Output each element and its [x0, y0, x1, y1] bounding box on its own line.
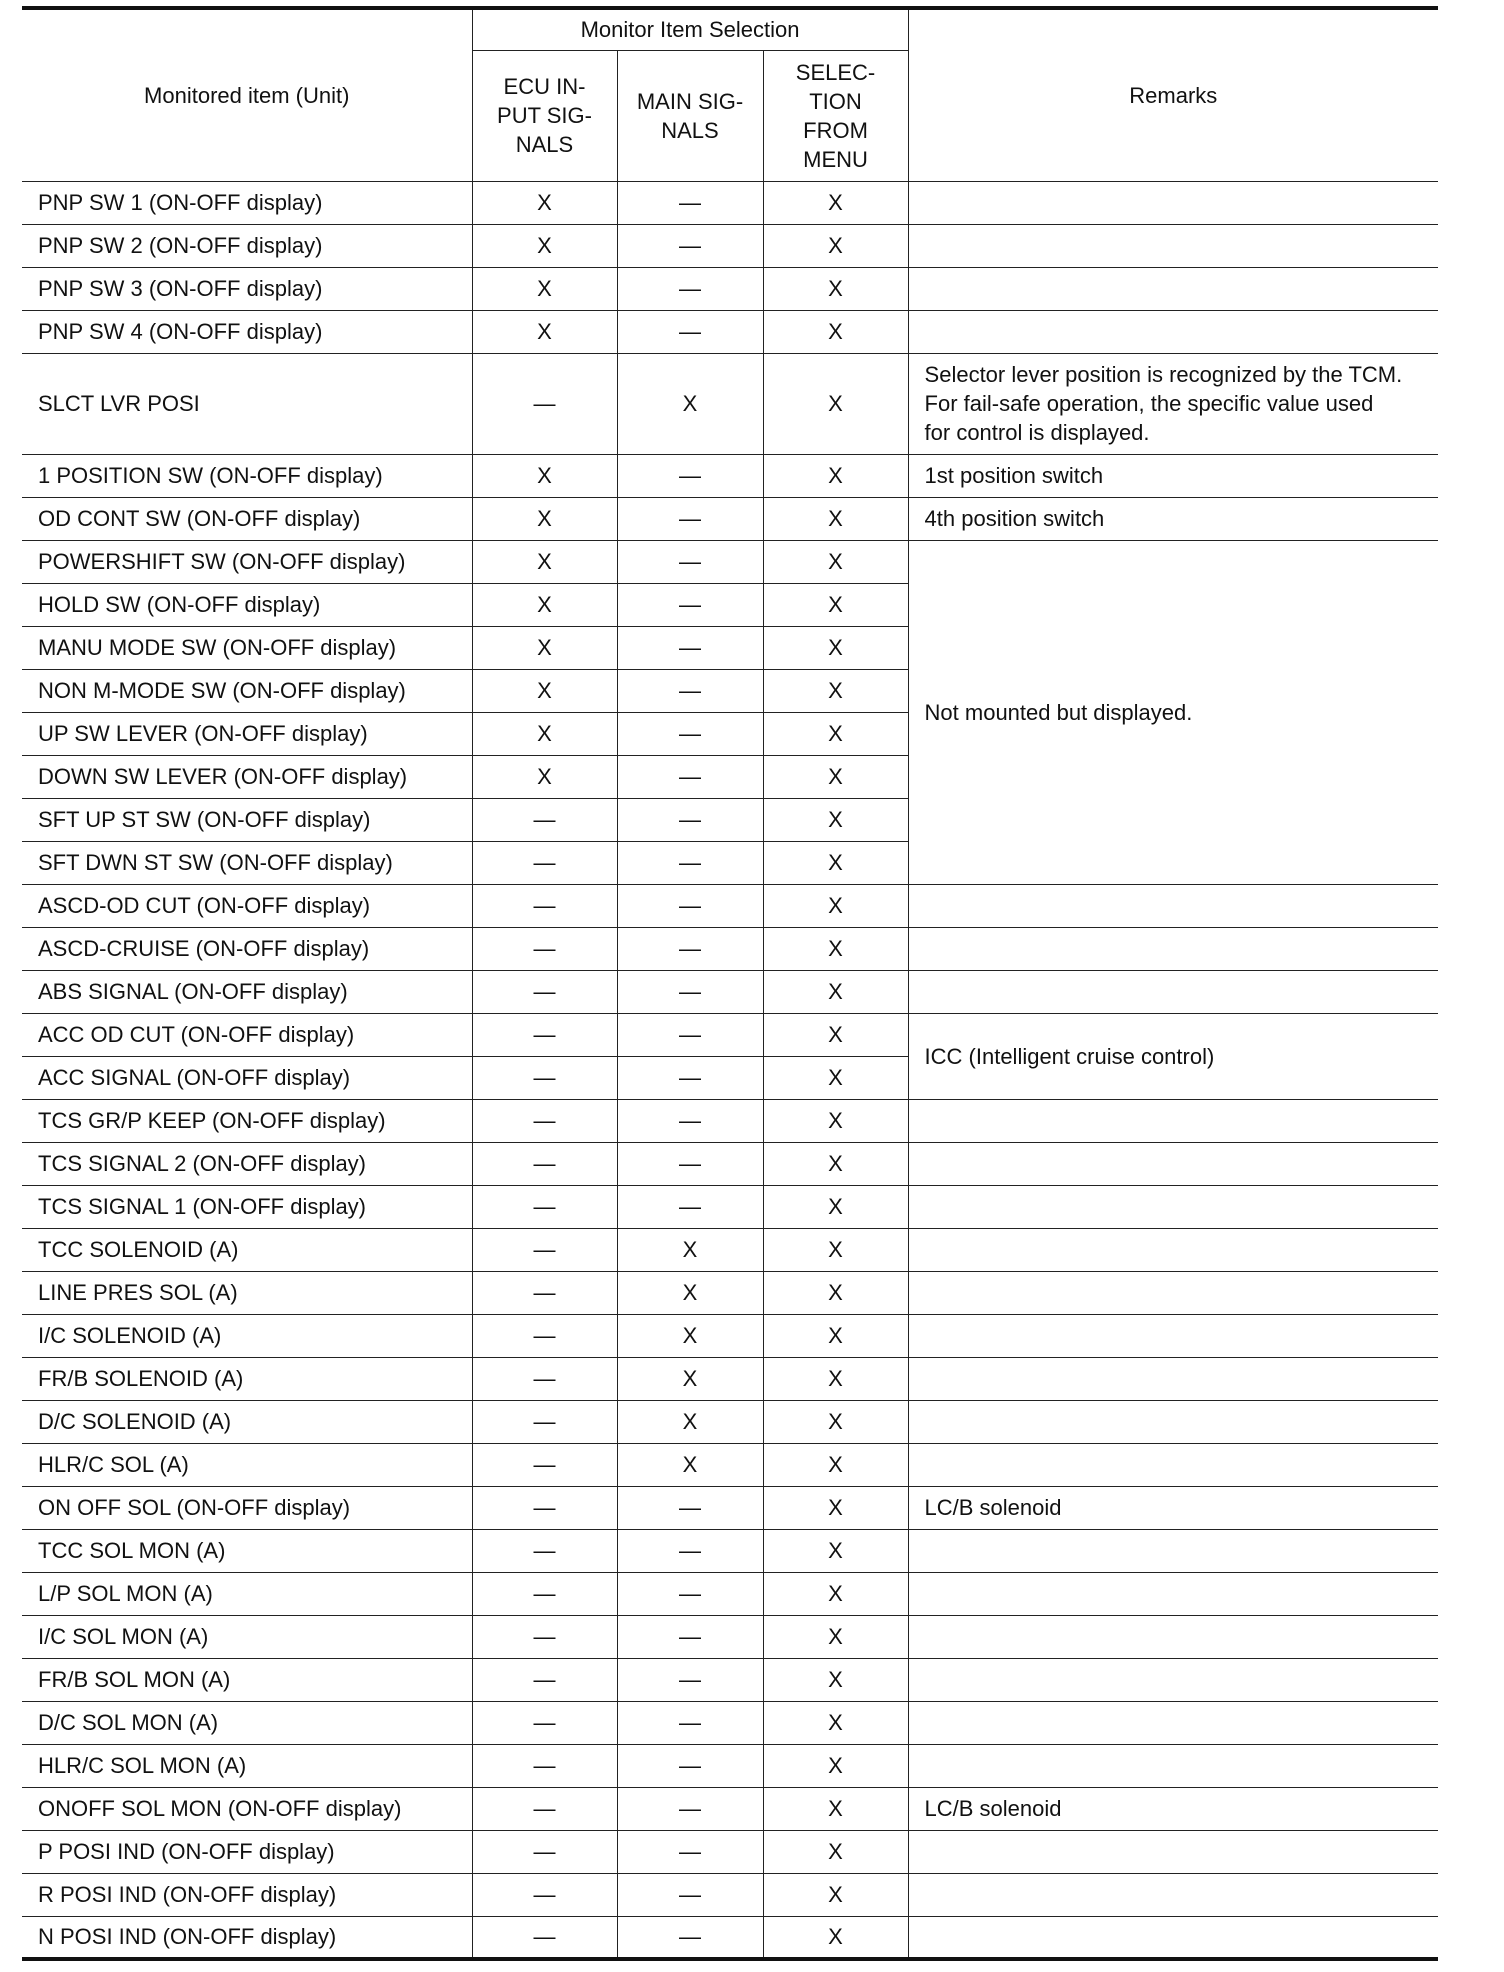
table-row: [22, 540, 1438, 583]
remarks-text-line: Selector lever position is recognized by the TCM.: [924, 362, 1403, 387]
table-row: [22, 1486, 1438, 1529]
table-row: [22, 1271, 1438, 1314]
ecu-input-signals-cell: —: [472, 970, 617, 1013]
monitored-item-cell: UP SW LEVER (ON-OFF display): [22, 712, 472, 755]
monitored-item-cell: TCS SIGNAL 2 (ON-OFF display): [22, 1142, 472, 1185]
monitored-item-cell: D/C SOLENOID (A): [22, 1400, 472, 1443]
table-row: [22, 970, 1438, 1013]
main-signals-cell: X: [617, 1400, 763, 1443]
monitored-item-cell: ACC OD CUT (ON-OFF display): [22, 1013, 472, 1056]
remarks-text-line: 1st position switch: [924, 463, 1104, 488]
monitored-item-cell: 1 POSITION SW (ON-OFF display): [22, 454, 472, 497]
monitored-item-cell: ON OFF SOL (ON-OFF display): [22, 1486, 472, 1529]
monitored-item-cell: PNP SW 1 (ON-OFF display): [22, 181, 472, 224]
remarks-cell: [908, 1744, 1438, 1787]
ecu-input-signals-cell: X: [472, 181, 617, 224]
header-monitored-item: Monitored item (Unit): [22, 8, 472, 181]
ecu-input-signals-cell: —: [472, 1744, 617, 1787]
remarks-cell: [908, 1142, 1438, 1185]
table-row: [22, 1400, 1438, 1443]
ecu-input-signals-cell: —: [472, 1099, 617, 1142]
remarks-cell: [908, 1486, 1438, 1529]
main-signals-cell: —: [617, 1486, 763, 1529]
remarks-text-line: LC/B solenoid: [924, 1495, 1062, 1520]
selection-from-menu-cell: X: [763, 1572, 908, 1615]
monitored-item-cell: SLCT LVR POSI: [22, 353, 472, 454]
monitored-item-cell: HLR/C SOL (A): [22, 1443, 472, 1486]
main-signals-cell: —: [617, 1572, 763, 1615]
main-signals-cell: —: [617, 267, 763, 310]
table-row: [22, 1142, 1438, 1185]
remarks-cell: [908, 454, 1438, 497]
main-signals-cell: X: [617, 1357, 763, 1400]
remarks-cell: [908, 267, 1438, 310]
table-row: [22, 927, 1438, 970]
table-row: [22, 1185, 1438, 1228]
table-row: [22, 1916, 1438, 1959]
remarks-cell: [908, 1185, 1438, 1228]
ecu-input-signals-cell: —: [472, 1357, 617, 1400]
table-row: [22, 454, 1438, 497]
main-signals-cell: X: [617, 1443, 763, 1486]
selection-from-menu-cell: X: [763, 1873, 908, 1916]
table-row: [22, 1013, 1438, 1056]
selection-from-menu-cell: X: [763, 1658, 908, 1701]
main-signals-cell: —: [617, 1658, 763, 1701]
main-signals-cell: —: [617, 1185, 763, 1228]
header-row-1: [22, 8, 1438, 50]
selection-from-menu-cell: X: [763, 1185, 908, 1228]
ecu-input-signals-cell: —: [472, 927, 617, 970]
main-signals-cell: —: [617, 1873, 763, 1916]
main-signals-cell: —: [617, 181, 763, 224]
ecu-input-signals-cell: X: [472, 540, 617, 583]
monitored-item-cell: HLR/C SOL MON (A): [22, 1744, 472, 1787]
monitored-item-cell: NON M-MODE SW (ON-OFF display): [22, 669, 472, 712]
monitored-item-cell: TCC SOLENOID (A): [22, 1228, 472, 1271]
monitored-item-cell: ONOFF SOL MON (ON-OFF display): [22, 1787, 472, 1830]
monitored-item-cell: HOLD SW (ON-OFF display): [22, 583, 472, 626]
main-signals-cell: —: [617, 1830, 763, 1873]
main-signals-cell: —: [617, 1701, 763, 1744]
main-signals-cell: —: [617, 884, 763, 927]
remarks-cell: [908, 181, 1438, 224]
remarks-cell: [908, 1314, 1438, 1357]
table-row: [22, 1873, 1438, 1916]
selection-from-menu-cell: X: [763, 1486, 908, 1529]
selection-from-menu-cell: X: [763, 755, 908, 798]
header-ecu-input-signals: [472, 50, 617, 181]
selection-from-menu-cell: X: [763, 353, 908, 454]
ecu-input-signals-cell: X: [472, 583, 617, 626]
monitored-item-cell: DOWN SW LEVER (ON-OFF display): [22, 755, 472, 798]
selection-from-menu-cell: X: [763, 540, 908, 583]
selection-from-menu-cell: X: [763, 224, 908, 267]
main-signals-cell: —: [617, 1013, 763, 1056]
ecu-input-signals-cell: —: [472, 1013, 617, 1056]
monitored-item-cell: R POSI IND (ON-OFF display): [22, 1873, 472, 1916]
remarks-cell: [908, 1701, 1438, 1744]
ecu-input-signals-cell: —: [472, 1271, 617, 1314]
selection-from-menu-cell: X: [763, 798, 908, 841]
table-row: [22, 181, 1438, 224]
main-signals-cell: X: [617, 1228, 763, 1271]
remarks-cell: [908, 1228, 1438, 1271]
table-row: [22, 1228, 1438, 1271]
main-signals-cell: —: [617, 1056, 763, 1099]
selection-from-menu-cell: X: [763, 1787, 908, 1830]
main-signals-cell: —: [617, 669, 763, 712]
selection-from-menu-cell: X: [763, 497, 908, 540]
monitored-item-cell: TCC SOL MON (A): [22, 1529, 472, 1572]
selection-from-menu-cell: X: [763, 927, 908, 970]
header-text-line: MAIN SIG-: [636, 88, 744, 114]
ecu-input-signals-cell: —: [472, 1701, 617, 1744]
remarks-cell: [908, 1830, 1438, 1873]
monitored-item-cell: L/P SOL MON (A): [22, 1572, 472, 1615]
header-text-line: NALS: [515, 132, 574, 157]
monitored-item-cell: N POSI IND (ON-OFF display): [22, 1916, 472, 1959]
monitored-item-cell: FR/B SOLENOID (A): [22, 1357, 472, 1400]
ecu-input-signals-cell: —: [472, 1400, 617, 1443]
monitored-item-cell: POWERSHIFT SW (ON-OFF display): [22, 540, 472, 583]
table-row: [22, 1314, 1438, 1357]
ecu-input-signals-cell: —: [472, 1142, 617, 1185]
remarks-cell: [908, 884, 1438, 927]
ecu-input-signals-cell: —: [472, 1314, 617, 1357]
ecu-input-signals-cell: X: [472, 267, 617, 310]
remarks-text-line: LC/B solenoid: [924, 1796, 1062, 1821]
table-row: [22, 1443, 1438, 1486]
remarks-cell: [908, 1443, 1438, 1486]
header-text-line: PUT SIG-: [497, 103, 592, 128]
header-main-signals: [617, 50, 763, 181]
monitored-item-cell: OD CONT SW (ON-OFF display): [22, 497, 472, 540]
ecu-input-signals-cell: —: [472, 1873, 617, 1916]
table-body: [22, 181, 1438, 1959]
monitored-item-cell: I/C SOLENOID (A): [22, 1314, 472, 1357]
remarks-cell: [908, 1099, 1438, 1142]
remarks-cell: [908, 1357, 1438, 1400]
main-signals-cell: —: [617, 1744, 763, 1787]
selection-from-menu-cell: X: [763, 1916, 908, 1959]
monitored-item-cell: PNP SW 3 (ON-OFF display): [22, 267, 472, 310]
table-row: [22, 497, 1438, 540]
ecu-input-signals-cell: —: [472, 1529, 617, 1572]
header-remarks: Remarks: [908, 8, 1438, 181]
ecu-input-signals-cell: X: [472, 224, 617, 267]
main-signals-cell: —: [617, 798, 763, 841]
table-row: [22, 1572, 1438, 1615]
header-monitor-item-selection: Monitor Item Selection: [472, 8, 908, 50]
selection-from-menu-cell: X: [763, 712, 908, 755]
table-row: [22, 1529, 1438, 1572]
main-signals-cell: X: [617, 353, 763, 454]
ecu-input-signals-cell: —: [472, 353, 617, 454]
main-signals-cell: —: [617, 540, 763, 583]
table-row: [22, 1658, 1438, 1701]
selection-from-menu-cell: X: [763, 583, 908, 626]
ecu-input-signals-cell: —: [472, 798, 617, 841]
selection-from-menu-cell: X: [763, 1314, 908, 1357]
ecu-input-signals-cell: —: [472, 1615, 617, 1658]
ecu-input-signals-cell: —: [472, 1572, 617, 1615]
ecu-input-signals-cell: X: [472, 454, 617, 497]
selection-from-menu-cell: X: [763, 1400, 908, 1443]
main-signals-cell: —: [617, 583, 763, 626]
selection-from-menu-cell: X: [763, 1701, 908, 1744]
monitored-item-cell: D/C SOL MON (A): [22, 1701, 472, 1744]
remarks-cell: [908, 1529, 1438, 1572]
ecu-input-signals-cell: —: [472, 1787, 617, 1830]
selection-from-menu-cell: X: [763, 1357, 908, 1400]
remarks-cell: [908, 1013, 1438, 1099]
main-signals-cell: —: [617, 1142, 763, 1185]
monitored-item-cell: PNP SW 2 (ON-OFF display): [22, 224, 472, 267]
main-signals-cell: —: [617, 1916, 763, 1959]
remarks-cell: [908, 353, 1438, 454]
header-text-line: ECU IN-: [503, 74, 586, 99]
table-row: [22, 1357, 1438, 1400]
remarks-cell: [908, 1873, 1438, 1916]
selection-from-menu-cell: X: [763, 1142, 908, 1185]
header-selection-from-menu: [763, 50, 908, 181]
table-row: [22, 1830, 1438, 1873]
remarks-text-line: ICC (Intelligent cruise control): [924, 1043, 1215, 1069]
main-signals-cell: X: [617, 1314, 763, 1357]
ecu-input-signals-cell: X: [472, 669, 617, 712]
monitored-item-cell: SFT DWN ST SW (ON-OFF display): [22, 841, 472, 884]
monitored-item-cell: PNP SW 4 (ON-OFF display): [22, 310, 472, 353]
selection-from-menu-cell: X: [763, 1271, 908, 1314]
remarks-text-line: For fail-safe operation, the specific value used: [924, 391, 1374, 416]
selection-from-menu-cell: X: [763, 310, 908, 353]
header-text-line: SELEC-: [795, 59, 876, 85]
header-text-line: MENU: [803, 146, 868, 172]
header-text-line: TION: [809, 88, 862, 114]
main-signals-cell: —: [617, 755, 763, 798]
main-signals-cell: —: [617, 454, 763, 497]
table-row: [22, 353, 1438, 454]
main-signals-cell: X: [617, 1271, 763, 1314]
table-row: [22, 1787, 1438, 1830]
remarks-text-line: for control is displayed.: [924, 420, 1150, 445]
remarks-cell: [908, 310, 1438, 353]
ecu-input-signals-cell: —: [472, 1658, 617, 1701]
header-text-line: NALS: [661, 117, 719, 143]
selection-from-menu-cell: X: [763, 454, 908, 497]
selection-from-menu-cell: X: [763, 181, 908, 224]
remarks-cell: [908, 1615, 1438, 1658]
selection-from-menu-cell: X: [763, 1099, 908, 1142]
selection-from-menu-cell: X: [763, 1056, 908, 1099]
remarks-cell: [908, 497, 1438, 540]
main-signals-cell: —: [617, 970, 763, 1013]
table-row: [22, 884, 1438, 927]
remarks-text-line: 4th position switch: [924, 506, 1105, 531]
monitor-item-table: [22, 6, 1438, 1961]
selection-from-menu-cell: X: [763, 1529, 908, 1572]
header-text-line: FROM: [803, 117, 868, 143]
selection-from-menu-cell: X: [763, 841, 908, 884]
remarks-cell: [908, 1787, 1438, 1830]
monitored-item-cell: ACC SIGNAL (ON-OFF display): [22, 1056, 472, 1099]
main-signals-cell: —: [617, 712, 763, 755]
ecu-input-signals-cell: —: [472, 1916, 617, 1959]
selection-from-menu-cell: X: [763, 267, 908, 310]
selection-from-menu-cell: X: [763, 1443, 908, 1486]
remarks-cell: [908, 1658, 1438, 1701]
remarks-cell: [908, 224, 1438, 267]
monitored-item-cell: SFT UP ST SW (ON-OFF display): [22, 798, 472, 841]
selection-from-menu-cell: X: [763, 626, 908, 669]
ecu-input-signals-cell: X: [472, 626, 617, 669]
remarks-cell: [908, 1572, 1438, 1615]
monitored-item-cell: ABS SIGNAL (ON-OFF display): [22, 970, 472, 1013]
table-row: [22, 1744, 1438, 1787]
selection-from-menu-cell: X: [763, 884, 908, 927]
table-header: [22, 8, 1438, 181]
remarks-text-line: Not mounted but displayed.: [924, 699, 1193, 725]
monitored-item-cell: LINE PRES SOL (A): [22, 1271, 472, 1314]
selection-from-menu-cell: X: [763, 1013, 908, 1056]
ecu-input-signals-cell: —: [472, 1830, 617, 1873]
monitored-item-cell: FR/B SOL MON (A): [22, 1658, 472, 1701]
selection-from-menu-cell: X: [763, 1615, 908, 1658]
table-row: [22, 267, 1438, 310]
ecu-input-signals-cell: —: [472, 884, 617, 927]
main-signals-cell: —: [617, 1615, 763, 1658]
main-signals-cell: —: [617, 626, 763, 669]
remarks-cell: [908, 1271, 1438, 1314]
remarks-cell: [908, 1400, 1438, 1443]
table-row: [22, 1099, 1438, 1142]
main-signals-cell: —: [617, 310, 763, 353]
table-row: [22, 1701, 1438, 1744]
selection-from-menu-cell: X: [763, 1228, 908, 1271]
monitored-item-cell: TCS SIGNAL 1 (ON-OFF display): [22, 1185, 472, 1228]
main-signals-cell: —: [617, 1787, 763, 1830]
ecu-input-signals-cell: X: [472, 497, 617, 540]
ecu-input-signals-cell: X: [472, 712, 617, 755]
table-row: [22, 224, 1438, 267]
ecu-input-signals-cell: —: [472, 1228, 617, 1271]
selection-from-menu-cell: X: [763, 970, 908, 1013]
ecu-input-signals-cell: —: [472, 1056, 617, 1099]
main-signals-cell: —: [617, 927, 763, 970]
table-row: [22, 1615, 1438, 1658]
remarks-cell: [908, 927, 1438, 970]
table-row: [22, 310, 1438, 353]
ecu-input-signals-cell: —: [472, 1486, 617, 1529]
ecu-input-signals-cell: —: [472, 1443, 617, 1486]
ecu-input-signals-cell: —: [472, 841, 617, 884]
main-signals-cell: —: [617, 1099, 763, 1142]
ecu-input-signals-cell: X: [472, 755, 617, 798]
main-signals-cell: —: [617, 497, 763, 540]
monitored-item-cell: I/C SOL MON (A): [22, 1615, 472, 1658]
monitored-item-cell: ASCD-CRUISE (ON-OFF display): [22, 927, 472, 970]
monitored-item-cell: P POSI IND (ON-OFF display): [22, 1830, 472, 1873]
main-signals-cell: —: [617, 1529, 763, 1572]
monitored-item-cell: TCS GR/P KEEP (ON-OFF display): [22, 1099, 472, 1142]
remarks-cell: [908, 540, 1438, 884]
remarks-cell: [908, 1916, 1438, 1959]
main-signals-cell: —: [617, 841, 763, 884]
selection-from-menu-cell: X: [763, 669, 908, 712]
selection-from-menu-cell: X: [763, 1744, 908, 1787]
ecu-input-signals-cell: —: [472, 1185, 617, 1228]
ecu-input-signals-cell: X: [472, 310, 617, 353]
selection-from-menu-cell: X: [763, 1830, 908, 1873]
monitored-item-cell: ASCD-OD CUT (ON-OFF display): [22, 884, 472, 927]
remarks-cell: [908, 970, 1438, 1013]
monitored-item-cell: MANU MODE SW (ON-OFF display): [22, 626, 472, 669]
main-signals-cell: —: [617, 224, 763, 267]
